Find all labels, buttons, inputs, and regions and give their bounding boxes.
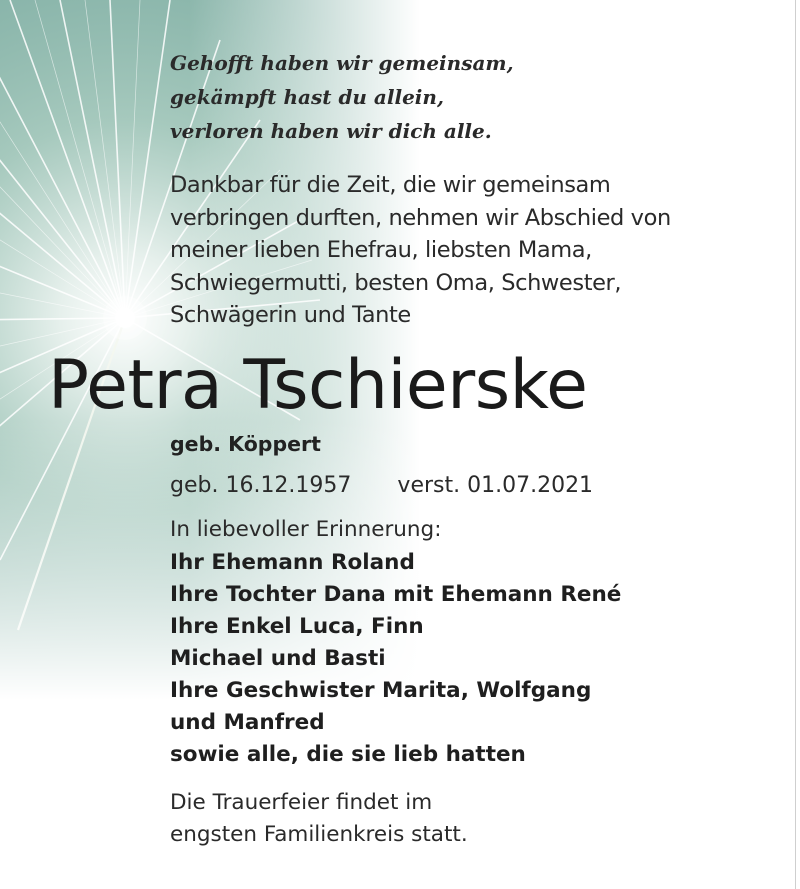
poem-line: gekämpft hast du allein, [170, 85, 444, 109]
farewell-line: Schwägerin und Tante [170, 302, 411, 328]
farewell-line: Dankbar für die Zeit, die wir gemeinsam [170, 172, 611, 198]
farewell-line: Schwiegermutti, besten Oma, Schwester, [170, 269, 622, 296]
funeral-line: Die Trauerfeier findet im [170, 790, 433, 815]
birth-date: geb. 16.12.1957 [170, 473, 352, 498]
deceased-name: Petra Tschierske [48, 346, 588, 425]
farewell-line: verbringen durften, nehmen wir Abschied von [170, 204, 671, 231]
farewell-line: meiner lieben Ehefrau, liebsten Mama, [170, 237, 592, 263]
mourner-line: Ihre Geschwister Marita, Wolfgang [170, 678, 592, 703]
funeral-line: engsten Familienkreis statt. [170, 822, 468, 847]
mourner-line: Ihre Enkel Luca, Finn [170, 614, 424, 639]
maiden-name: geb. Köppert [170, 432, 321, 456]
mourner-line: sowie alle, die sie lieb hatten [170, 742, 526, 767]
mourner-line: Ihr Ehemann Roland [170, 550, 415, 575]
farewell-text [170, 169, 671, 332]
poem-line: Gehofft haben wir gemeinsam, [170, 51, 514, 75]
mourners-heading: In liebevoller Erinnerung: [170, 517, 442, 542]
life-dates [170, 470, 593, 502]
mourner-line: Michael und Basti [170, 646, 386, 671]
death-date: verst. 01.07.2021 [397, 473, 594, 498]
funeral-notice [170, 787, 468, 851]
poem-line: verloren haben wir dich alle. [170, 119, 492, 143]
poem-verse [170, 46, 514, 148]
mourner-line: Ihre Tochter Dana mit Ehemann René [170, 582, 622, 607]
mourner-line: und Manfred [170, 710, 325, 735]
mourners-list [170, 547, 621, 771]
